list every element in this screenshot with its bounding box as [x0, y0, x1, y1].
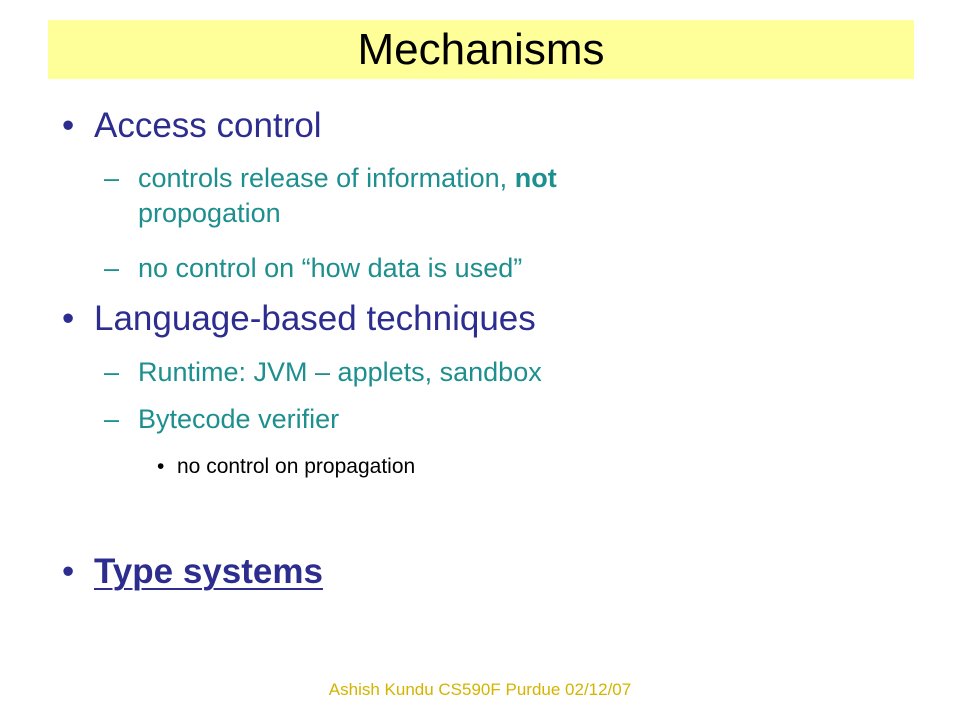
- bullet-icon: •: [62, 299, 75, 338]
- bullet-access-control: [62, 106, 322, 146]
- subitem-text: no control on “how data is used”: [138, 253, 523, 283]
- subsubitem-text: no control on propagation: [177, 455, 416, 478]
- dash-icon: –: [104, 253, 120, 283]
- bullet-language-based: [62, 299, 536, 339]
- dash-icon: –: [104, 404, 120, 434]
- type-systems-link[interactable]: Type systems: [94, 552, 323, 591]
- subitem-continuation: propogation: [138, 198, 281, 228]
- subitem-text: controls release of information,: [138, 163, 508, 193]
- dash-icon: –: [104, 357, 120, 387]
- subitem-text: Bytecode verifier: [138, 404, 340, 434]
- subitem-controls-release: [104, 162, 557, 194]
- bullet-type-systems: [62, 552, 323, 592]
- bullet-icon: •: [62, 106, 75, 145]
- slide-footer: Ashish Kundu CS590F Purdue 02/12/07: [328, 680, 632, 699]
- dash-icon: –: [104, 163, 120, 193]
- subitem-bold-text: not: [514, 163, 557, 193]
- subitem-text: Runtime: JVM – applets, sandbox: [138, 357, 542, 387]
- subsubitem-no-control-propagation: [157, 454, 415, 480]
- bullet-text: Access control: [94, 106, 322, 145]
- slide-title: Mechanisms: [357, 25, 605, 74]
- bullet-text: Language-based techniques: [94, 299, 536, 338]
- subitem-runtime: [104, 356, 542, 388]
- subitem-bytecode: [104, 403, 339, 435]
- subitem-no-control-data: [104, 252, 522, 284]
- bullet-icon: •: [62, 552, 75, 591]
- bullet-icon: •: [157, 455, 165, 478]
